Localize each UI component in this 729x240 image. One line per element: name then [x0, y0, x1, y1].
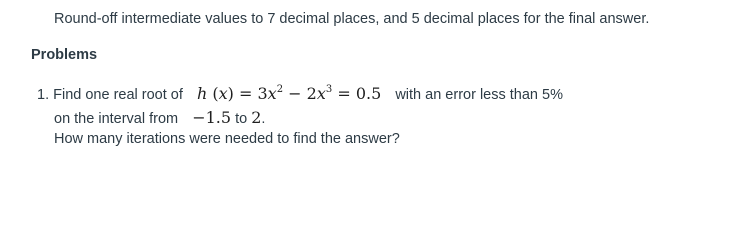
term1-variable: x: [267, 84, 277, 103]
term1-exponent: 2: [276, 84, 284, 95]
term2-variable: x: [316, 84, 326, 103]
term2-exponent: 3: [325, 84, 333, 95]
instructions-text: Round-off intermediate values to 7 decimal places, and 5 decimal places for the final answer.: [54, 11, 650, 27]
problem-1-question: How many iterations were needed to find the answer?: [54, 131, 400, 147]
problem-1-line-2: [54, 108, 265, 127]
interval-end: 2: [251, 108, 262, 127]
problem-1-line-1: [37, 84, 563, 103]
interval-joiner: to: [235, 111, 248, 127]
problems-heading: Problems: [31, 47, 98, 63]
term2-coefficient: 2: [306, 84, 317, 103]
equation: h $(x) = 3x^2 - 2x^3 = 0.5$: [196, 84, 382, 103]
interval-text: on the interval from: [54, 111, 179, 127]
function-variable: x: [218, 84, 228, 103]
error-tolerance-text: with an error less than 5%: [395, 87, 563, 103]
interval-start: −1.5: [192, 108, 232, 127]
problem-number: 1.: [37, 87, 50, 103]
function-name: h: [196, 84, 208, 103]
term1-coefficient: 3: [257, 84, 268, 103]
interval-end-punct: .: [261, 111, 266, 127]
equation-rhs: 0.5: [355, 84, 382, 103]
problem-intro-text: Find one real root of: [53, 87, 183, 103]
